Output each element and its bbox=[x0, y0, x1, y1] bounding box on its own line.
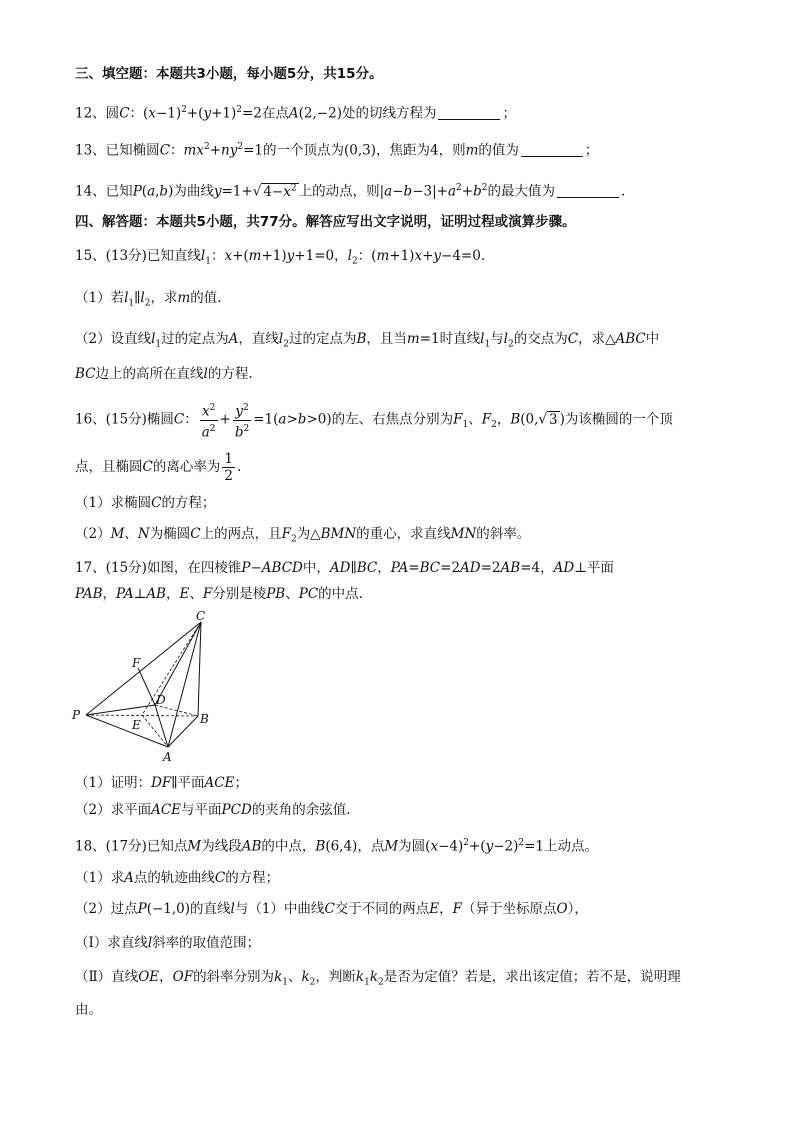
question-15-part-1: （1）若$l_1\parallel l_2$，求m的值. bbox=[75, 290, 222, 309]
label-p: P bbox=[72, 708, 81, 722]
label-a: A bbox=[163, 750, 172, 764]
answer-blank bbox=[521, 142, 583, 157]
question-18-item-2-cont: 由。 bbox=[75, 1002, 102, 1018]
pyramid-figure bbox=[70, 610, 230, 770]
edge-pc bbox=[86, 622, 201, 715]
answer-blank bbox=[557, 183, 619, 198]
label-c: C bbox=[196, 610, 206, 623]
question-16-part-2: （2）M、N为椭圆C上的两点，且$F_2$为△BMN的重心，求直线MN的斜率。 bbox=[75, 526, 531, 545]
question-12: 12、圆C：$(x-1)^2+(y+1)^2=2$在点A(2,−2)处的切线方程为 ； bbox=[75, 105, 516, 122]
label-b: B bbox=[200, 712, 209, 726]
question-15-head: 15、(13分)已知直线$l_1$：x+(m+1)y+1=0，$l_2$：(m+1)x+y−4=0. bbox=[75, 248, 486, 267]
question-18-item-2: （Ⅱ）直线OE，OF的斜率分别为$k_1$、$k_2$，判断$k_1k_2$是否为定值？若是，求出该定值；若不是，说明理 bbox=[75, 969, 681, 988]
question-16-part-1: （1）求椭圆C的方程； bbox=[75, 495, 216, 511]
edge-cb bbox=[198, 622, 201, 716]
segment-ce-hidden bbox=[142, 622, 201, 715]
question-15-part-2: （2）设直线$l_1$过的定点为A，直线$l_2$过的定点为B，且当m=1时直线$l_1$与$l_2$的交点为C，求△ABC中 bbox=[75, 331, 660, 350]
segment-fd bbox=[138, 668, 155, 705]
question-16-head-cont: 点，且椭圆C的离心率为 $\frac{1}{2}$ . bbox=[75, 451, 242, 484]
question-16-head: 16、(15分)椭圆C： $\frac{x^2}{a^2}$ + $\frac{y^2}{b^2}$ =1(a>b>0)的左、右焦点分别为$F_1$、$F_2$，B(0,√ 3 )为该椭圆的一个顶 bbox=[75, 400, 724, 442]
question-14: 14、已知P(a,b)为曲线y=1+√ $4-x^2$ 上的动点，则$|a-b-3|+a^2+b^2$的最大值为 . bbox=[75, 183, 626, 200]
question-17-part-2: （2）求平面ACE与平面PCD的夹角的余弦值. bbox=[75, 802, 351, 818]
answer-blank bbox=[438, 105, 500, 120]
edge-da bbox=[155, 705, 168, 747]
label-f: F bbox=[132, 656, 141, 670]
question-17-part-1: （1）证明：DF∥平面ACE； bbox=[75, 775, 248, 791]
label-d: D bbox=[156, 693, 166, 707]
question-13: 13、已知椭圆C：$mx^2+ny^2=1$的一个顶点为(0,3)，焦距为4，则m的值为 ； bbox=[75, 142, 599, 159]
question-18-head: 18、(17分)已知点M为线段AB的中点，B(6,4)，点M为圆$(x-4)^2+(y-2)^2=1$上动点。 bbox=[75, 838, 599, 855]
edge-pa bbox=[86, 715, 168, 747]
section-3-title: 三、填空题：本题共3小题，每小题5分，共15分。 bbox=[75, 66, 383, 82]
label-e: E bbox=[132, 718, 141, 732]
edge-ca bbox=[168, 622, 201, 747]
question-17-head-cont: PAB，PA⊥AB，E、F分别是棱PB、PC的中点. bbox=[75, 586, 363, 602]
question-15-part-2-cont: BC边上的高所在直线l的方程. bbox=[75, 366, 253, 382]
question-18-part-1: （1）求A点的轨迹曲线C的方程； bbox=[75, 870, 280, 886]
section-4-title: 四、解答题：本题共5小题，共77分。解答应写出文字说明，证明过程或演算步骤。 bbox=[75, 214, 576, 230]
question-18-part-2: （2）过点P(−1,0)的直线l与（1）中曲线C交于不同的两点E，F（异于坐标原点O）， bbox=[75, 901, 588, 917]
question-18-item-1: （Ⅰ）求直线l斜率的取值范围； bbox=[75, 935, 261, 951]
question-17-head: 17、(15分)如图，在四棱锥P−ABCD中，AD∥BC，PA=BC=2AD=2AB=4，AD⊥平面 bbox=[75, 560, 614, 576]
